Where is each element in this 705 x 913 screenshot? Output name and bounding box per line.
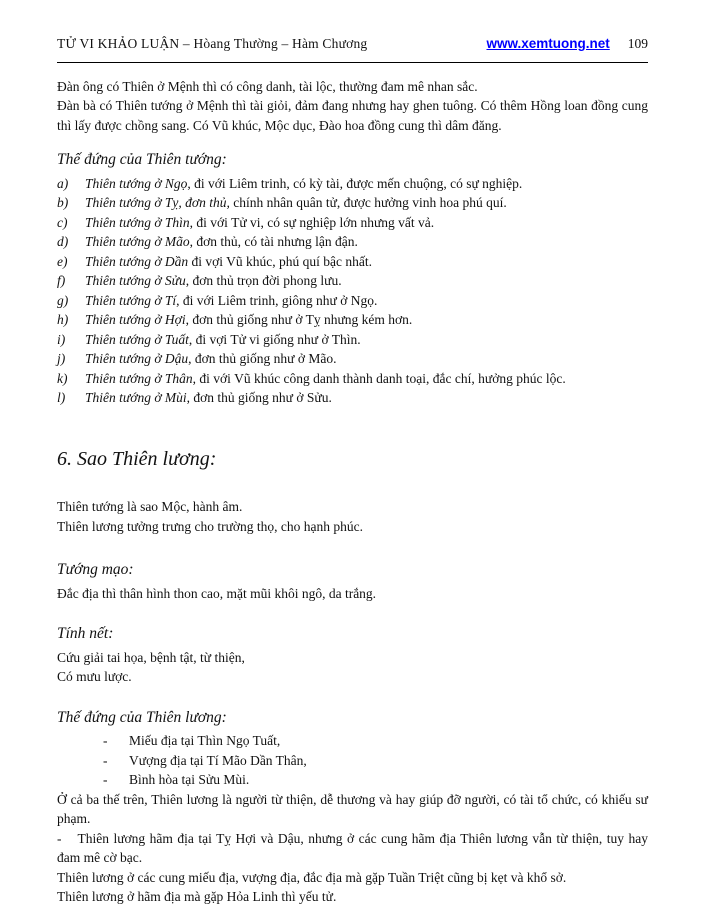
paragraph-with-dash: - Thiên lương hãm địa tại Tỵ Hợi và Dậu, nhưng ở các cung hãm địa Thiên lương vẫn từ thiện, tuy hay đam mê cờ bạc. xyxy=(57,830,648,865)
thien-tuong-list xyxy=(57,174,648,408)
list-text: Thiên tướng ở Tỵ, đơn thủ, chính nhân quân tử, được hưởng vinh hoa phú quí. xyxy=(85,195,507,210)
subheading-tuong-mao: Tướng mạo: xyxy=(57,561,134,578)
list-marker: b) xyxy=(57,195,69,210)
list-item xyxy=(57,388,648,408)
paragraph: Thiên lương ở các cung miếu địa, vượng địa, đắc địa mà gặp Tuần Triệt cũng bị kẹt và khổ sở. xyxy=(57,869,567,885)
list-marker: g) xyxy=(57,292,69,308)
list-text: Thiên tướng ở Tuất, đi vợi Tử vi giống như ở Thìn. xyxy=(85,331,361,347)
list-item xyxy=(57,213,648,233)
list-text: Thiên tướng ở Dần đi vợi Vũ khúc, phú quí bậc nhất. xyxy=(85,253,373,269)
paragraph: Có mưu lược. xyxy=(57,669,132,684)
page-header xyxy=(57,34,648,63)
section-heading-sao-thien-luong: 6. Sao Thiên lương: xyxy=(57,447,217,470)
bullet-item xyxy=(57,770,648,790)
list-marker: l) xyxy=(57,390,66,405)
list-text: Thiên tướng ở Ngọ, đi với Liêm trinh, có kỳ tài, được mến chuộng, có sự nghiệp. xyxy=(85,175,523,191)
list-text: Thiên tướng ở Mão, đơn thủ, có tài nhưng lận đận. xyxy=(85,234,358,249)
list-text: Thiên tướng ở Sửu, đơn thủ trọn đời phong lưu. xyxy=(85,273,342,288)
thien-luong-bullet-list xyxy=(57,731,648,790)
intro-paragraph: Đàn bà có Thiên tướng ở Mệnh thì tài giỏi, đảm đang nhưng hay ghen tuông. Có thêm Hồng loan đồng cung thì lấy được chồng sang. Có Vũ khúc, Mộc dục, Đào hoa đồng cung thì dâm đăng. xyxy=(57,98,648,133)
list-item xyxy=(57,174,648,194)
paragraph: Thiên lương tưởng trưng cho trường thọ, cho hạnh phúc. xyxy=(57,518,364,534)
list-text: Thiên tướng ở Thân, đi với Vũ khúc công danh thành danh toại, đắc chí, hưởng phúc lộc. xyxy=(85,370,566,386)
bullet-text: Bình hòa tại Sửu Mùi. xyxy=(129,772,250,787)
paragraph: Thiên tướng là sao Mộc, hành âm. xyxy=(57,499,243,514)
website-link[interactable]: www.xemtuong.net xyxy=(486,36,610,51)
list-text: Thiên tướng ở Dậu, đơn thủ giống như ở Mão. xyxy=(85,351,337,366)
bullet-item xyxy=(57,751,648,771)
bullet-item xyxy=(57,731,648,751)
paragraph: Đắc địa thì thân hình thon cao, mặt mũi khôi ngô, da trắng. xyxy=(57,585,377,601)
list-marker: j) xyxy=(57,351,66,366)
list-text: Thiên tướng ở Tí, đi với Liêm trinh, giông như ở Ngọ. xyxy=(85,292,378,308)
intro-line: Đàn ông có Thiên ở Mệnh thì có công danh, tài lộc, thường đam mê nhan sắc. xyxy=(57,78,478,94)
page-number: 109 xyxy=(627,36,648,51)
list-item xyxy=(57,330,648,350)
book-title: TỬ VI KHẢO LUẬN – Hòang Thường – Hàm Chương xyxy=(57,36,368,51)
list-marker: f) xyxy=(57,273,66,288)
subheading-the-dung-thien-luong: Thế đứng của Thiên lương: xyxy=(57,708,227,726)
list-item xyxy=(57,369,648,389)
list-item xyxy=(57,310,648,330)
dash-marker: - xyxy=(103,772,108,787)
bullet-text: Vượng địa tại Tí Mão Dần Thân, xyxy=(129,752,307,768)
paragraph: Cứu giải tai họa, bệnh tật, từ thiện, xyxy=(57,649,245,665)
list-marker: h) xyxy=(57,312,69,327)
list-marker: c) xyxy=(57,214,68,230)
list-text: Thiên tướng ở Mùi, đơn thủ giống như ở Sửu. xyxy=(85,390,332,405)
list-item xyxy=(57,193,648,213)
dash-marker: - xyxy=(103,733,108,748)
list-text: Thiên tướng ở Hợi, đơn thủ giống như ở Tỵ nhưng kém hơn. xyxy=(85,312,413,327)
list-marker: k) xyxy=(57,370,68,386)
dash-marker: - xyxy=(103,752,108,768)
bullet-text: Miếu địa tại Thìn Ngọ Tuất, xyxy=(129,733,281,748)
list-marker: a) xyxy=(57,175,69,191)
list-item xyxy=(57,291,648,311)
list-marker: e) xyxy=(57,253,68,269)
list-item xyxy=(57,252,648,272)
dash-marker: - xyxy=(57,830,62,846)
paragraph: Ở cả ba thế trên, Thiên lương là người từ thiện, dễ thương và hay giúp đỡ người, có tài tổ chức, có khiếu sư phạm. xyxy=(57,791,648,826)
paragraph: Thiên lương ở hãm địa mà gặp Hỏa Linh thì yếu tử. xyxy=(57,889,337,904)
list-item xyxy=(57,349,648,369)
subheading-tinh-net: Tính nết: xyxy=(57,625,114,642)
list-marker: d) xyxy=(57,234,69,249)
section-heading-thien-tuong: Thế đứng của Thiên tướng: xyxy=(57,151,227,168)
list-text: Thiên tướng ở Thìn, đi với Tử vi, có sự nghiệp lớn nhưng vất vả. xyxy=(85,214,435,230)
list-marker: i) xyxy=(57,331,66,347)
list-item xyxy=(57,271,648,291)
list-item xyxy=(57,232,648,252)
